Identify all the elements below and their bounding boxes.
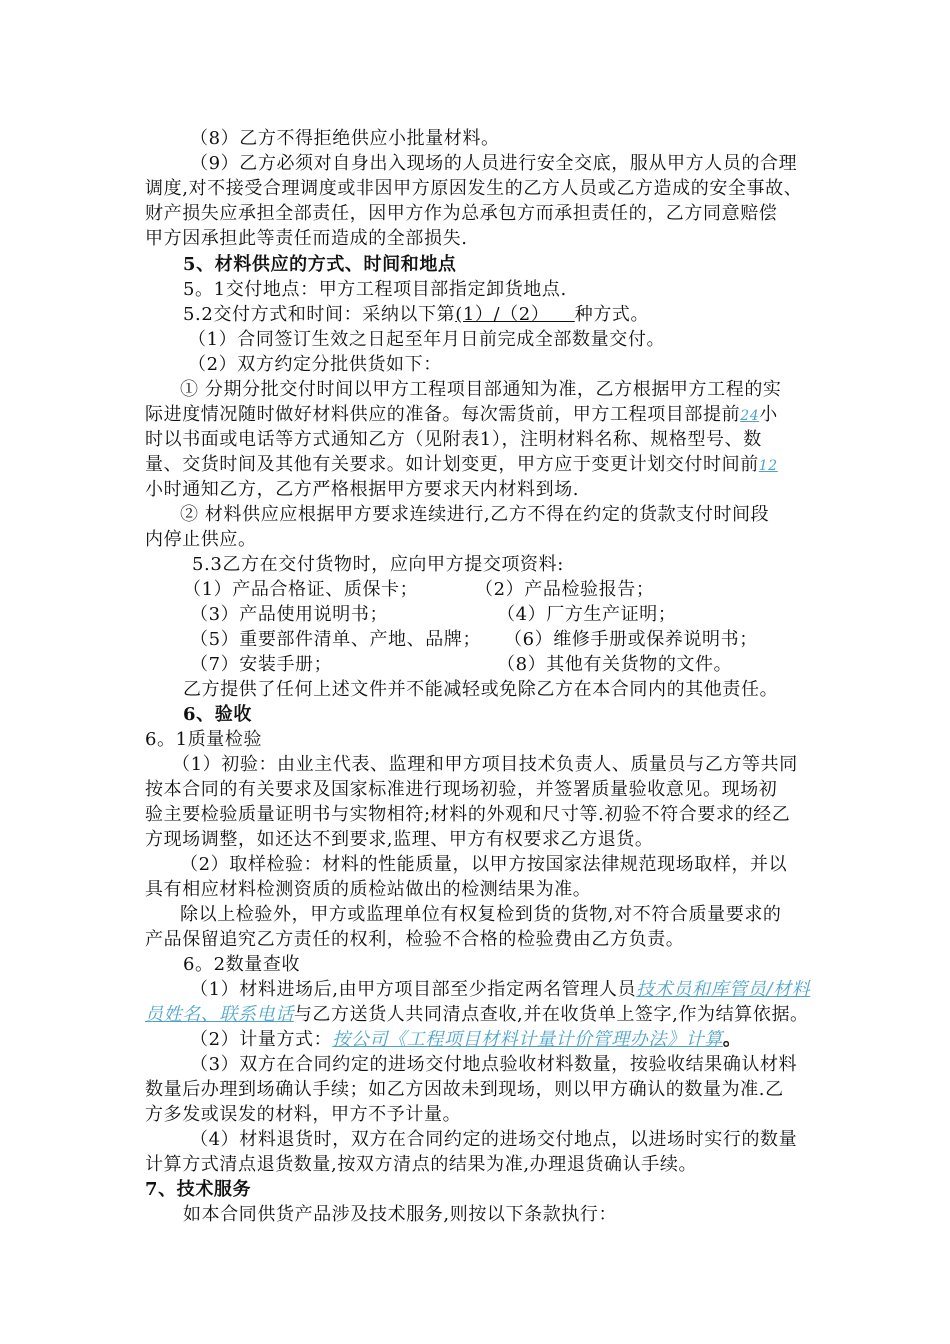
initial-inspection-line4: 方现场调整，如还达不到要求,监理、甲方有权要求乙方退货。 <box>145 829 654 850</box>
quantity-confirm-line2: 数量后办理到场确认手续；如乙方因故未到现场，则以甲方确认的数量为准.乙 <box>145 1079 784 1100</box>
quantity-check-line2-text: 与乙方送货人共同清点查收,并在收货单上签字,作为结算依据。 <box>293 1004 809 1025</box>
measurement-method-end: 。 <box>722 1029 742 1050</box>
clause-5-3: 5.3乙方在交付货物时，应向甲方提交项资料: <box>192 554 564 575</box>
measurement-method <box>190 1028 741 1052</box>
clause-4-9-line2: 调度,对不接受合理调度或非因甲方原因发生的乙方人员或乙方造成的安全事故、 <box>145 178 803 199</box>
section-7-heading: 7、技术服务 <box>145 1179 252 1200</box>
initial-inspection-line3: 验主要检验质量证明书与实物相符;材料的外观和尺寸等.初验不符合要求的经乙 <box>145 804 791 825</box>
sampling-inspection-line1: （2）取样检验：材料的性能质量，以甲方按国家法律规范现场取样，并以 <box>180 854 788 875</box>
batch-clause-1-line2-tail: 小 <box>759 404 778 425</box>
change-hours-link[interactable]: 12 <box>758 458 778 474</box>
quantity-check-line1-text: （1）材料进场后,由甲方项目部至少指定两名管理人员 <box>190 979 637 1000</box>
quantity-check-line1 <box>190 978 810 1002</box>
batch-clause-2-line1: ② 材料供应应根据甲方要求连续进行,乙方不得在约定的货款支付时间段 <box>180 504 770 525</box>
quantity-confirm-line3: 方多发或误发的材料，甲方不予计量。 <box>145 1104 462 1125</box>
clause-5-2-blank <box>549 304 574 325</box>
notice-hours-link[interactable]: 24 <box>740 408 760 424</box>
quantity-check-line2 <box>145 1003 809 1027</box>
staff-names-link[interactable]: 技术员和库管员/材料 <box>636 979 811 1000</box>
recheck-line1: 除以上检验外，甲方或监理单位有权复检到货的货物,对不符合质量要求的 <box>180 904 782 925</box>
doc-item-4: （4）厂方生产证明； <box>497 604 677 625</box>
clause-5-2-prefix: 5.2交付方式和时间：采纳以下第 <box>183 304 456 325</box>
doc-item-8: （8）其他有关货物的文件。 <box>497 654 733 675</box>
return-goods-line1: （4）材料退货时，双方在合同约定的进场交付地点，以进场时实行的数量 <box>190 1129 798 1150</box>
sampling-inspection-line2: 具有相应材料检测资质的质检站做出的检测结果为准。 <box>145 879 592 900</box>
clause-4-9-line3: 财产损失应承担全部责任，因甲方作为总承包方而承担责任的，乙方同意赔偿 <box>145 203 778 224</box>
measurement-rules-link[interactable]: 按公司《工程项目材料计量计价管理办法》计算 <box>332 1029 723 1050</box>
doc-item-3: （3）产品使用说明书； <box>190 604 389 625</box>
measurement-method-label: （2）计量方式： <box>190 1029 333 1050</box>
batch-clause-1-line2-text: 际进度情况随时做好材料供应的准备。每次需货前，甲方工程项目部提前 <box>145 404 741 425</box>
batch-clause-1-line2 <box>145 403 778 428</box>
batch-clause-1-line5: 小时通知乙方，乙方严格根据甲方要求天内材料到场. <box>145 479 580 500</box>
batch-clause-1-line4 <box>145 453 778 478</box>
batch-clause-1-line1: ① 分期分批交付时间以甲方工程项目部通知为准，乙方根据甲方工程的实 <box>180 379 782 400</box>
clause-4-9-line4: 甲方因承担此等责任而造成的全部损失. <box>145 228 468 249</box>
clause-4-8: （8）乙方不得拒绝供应小批量材料。 <box>190 128 500 149</box>
batch-clause-2-line2: 内停止供应。 <box>145 529 257 550</box>
clause-6-2: 6。2数量查收 <box>183 954 301 975</box>
section-5-heading: 5、材料供应的方式、时间和地点 <box>183 254 457 275</box>
option-2: （2）双方约定分批供货如下： <box>188 354 442 375</box>
clause-5-2 <box>183 303 649 327</box>
doc-item-7: （7）安装手册； <box>190 654 333 675</box>
batch-clause-1-line4-text: 量、交货时间及其他有关要求。如计划变更，甲方应于变更计划交付时间前 <box>145 454 759 475</box>
staff-contact-link[interactable]: 员姓名、联系电话 <box>145 1004 294 1025</box>
doc-item-2: （2）产品检验报告； <box>475 579 655 600</box>
clause-6-1: 6。1质量检验 <box>145 729 263 750</box>
initial-inspection-line2: 按本合同的有关要求及国家标准进行现场初验，并签署质量验收意见。现场初 <box>145 779 778 800</box>
clause-4-9-line1: （9）乙方必须对自身出入现场的人员进行安全交底，服从甲方人员的合理 <box>190 153 798 174</box>
quantity-confirm-line1: （3）双方在合同约定的进场交付地点验收材料数量，按验收结果确认材料 <box>190 1054 798 1075</box>
return-goods-line2: 计算方式清点退货数量,按双方清点的结果为准,办理退货确认手续。 <box>145 1154 698 1175</box>
recheck-line2: 产品保留追究乙方责任的权利，检验不合格的检验费由乙方负责。 <box>145 929 685 950</box>
initial-inspection-line1: （1）初验：由业主代表、监理和甲方项目技术负责人、质量员与乙方等共同 <box>172 754 798 775</box>
clause-5-1: 5。1交付地点：甲方工程项目部指定卸货地点. <box>183 279 567 300</box>
docs-note: 乙方提供了任何上述文件并不能减轻或免除乙方在本合同内的其他责任。 <box>183 679 779 700</box>
batch-clause-1-line3: 时以书面或电话等方式通知乙方（见附表1），注明材料名称、规格型号、数 <box>145 429 762 450</box>
tech-service-intro: 如本合同供货产品涉及技术服务,则按以下条款执行： <box>183 1204 618 1225</box>
clause-5-2-suffix: 种方式。 <box>574 304 650 325</box>
doc-item-6: （6）维修手册或保养说明书； <box>504 629 758 650</box>
doc-item-5: （5）重要部件清单、产地、品牌； <box>190 629 482 650</box>
option-1: （1）合同签订生效之日起至年月日前完成全部数量交付。 <box>188 329 666 350</box>
doc-item-1: （1）产品合格证、质保卡； <box>183 579 419 600</box>
clause-5-2-choice: (1）/（2） <box>455 304 550 325</box>
section-6-heading: 6、验收 <box>183 704 252 725</box>
